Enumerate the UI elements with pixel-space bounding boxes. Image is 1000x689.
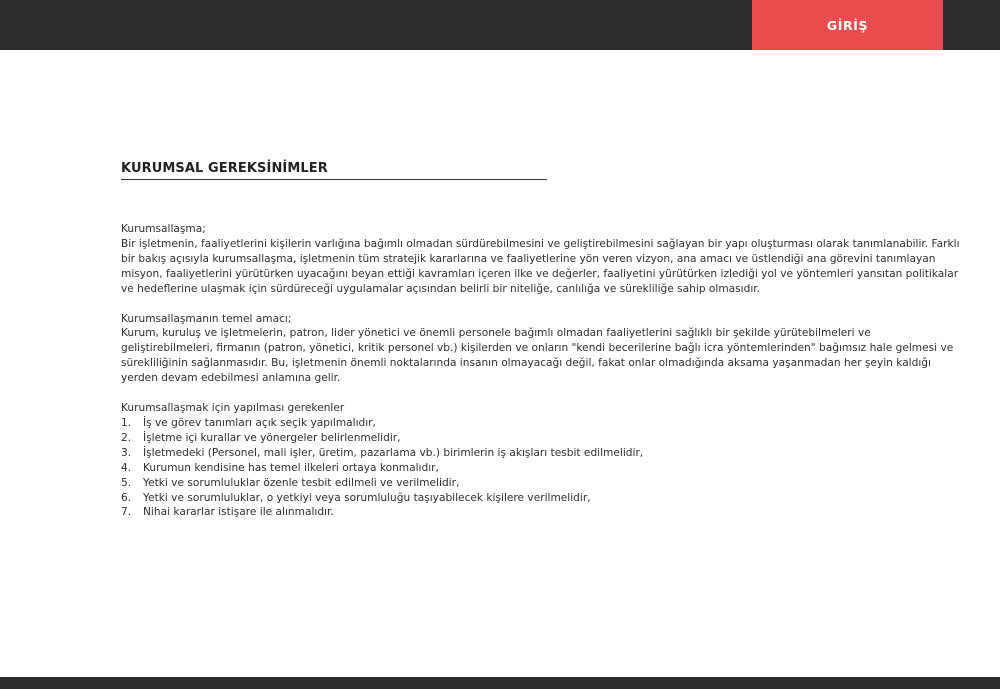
section-title: KURUMSAL GEREKSİNİMLER	[121, 160, 547, 180]
list-item-text: İş ve görev tanımları açık seçik yapılmalıdır,	[143, 416, 376, 429]
list-item-number: 1.	[121, 416, 132, 429]
section-tab-giris[interactable]: GİRİŞ	[752, 0, 943, 50]
list-item-number: 4.	[121, 461, 132, 474]
list-item-number: 6.	[121, 491, 132, 504]
list-heading: Kurumsallaşmak için yapılması gerekenler	[121, 402, 345, 415]
list-item	[121, 476, 966, 491]
list-item-text: Yetki ve sorumluluklar özenle tesbit edilmeli ve verilmelidir,	[143, 476, 460, 489]
paragraph-body: Kurum, kuruluş ve işletmelerin, patron, lider yönetici ve önemli personele bağımlı olmadan faaliyetlerini sağlıklı bir şekilde yürütebilmeleri ve geliştirebilmeleri, firmanın (patron, yönetici, kritik personel vb.) kişilerden ve onların "kendi becerilerine bağlı icra yöntemlerinden" bağımsız hale gelmesi ve sürekliliğinin sağlanmasıdır. Bu, işletmenin önemli noktalarında insanın olmayacağı değil, fakat onlar olmadığında aksama yaşanmadan her şeyin kaldığı yerden devam edebilmesi anlamına gelir.	[121, 327, 954, 385]
list-item-text: İşletmedeki (Personel, mali işler, üretim, pazarlama vb.) birimlerin iş akışları tesbit edilmelidir,	[143, 446, 644, 459]
list-item	[121, 431, 966, 446]
header-bar	[0, 0, 1000, 50]
list-item	[121, 416, 966, 431]
list-item-text: Kurumun kendisine has temel ilkeleri ortaya konmalıdır,	[143, 461, 439, 474]
list-item	[121, 505, 966, 520]
list-item	[121, 491, 966, 506]
list-item-number: 7.	[121, 506, 132, 519]
list-item-number: 2.	[121, 431, 132, 444]
list-item-number: 5.	[121, 476, 132, 489]
list-item-text: Nihai kararlar istişare ile alınmalıdır.	[143, 506, 334, 519]
list-item-text: İşletme içi kurallar ve yönergeler belirlenmelidir,	[143, 431, 401, 444]
document-body	[121, 222, 966, 520]
list-item	[121, 461, 966, 476]
footer-bar	[0, 677, 1000, 689]
list-item-text: Yetki ve sorumluluklar, o yetkiyi veya sorumluluğu taşıyabilecek kişilere verilmelidir,	[143, 491, 591, 504]
paragraph-body: Bir işletmenin, faaliyetlerini kişilerin varlığına bağımlı olmadan sürdürebilmesini ve geliştirebilmesini sağlayan bir yapı oluşturması olarak tanımlanabilir. Farklı bir bakış açısıyla kurumsallaşma, işletmenin tüm stratejik kararlarına ve faaliyetlerine yön veren vizyon, ana amacı ve üstlendiği ana görevini tanımlayan misyon, faaliyetlerini yürütürken uyacağını beyan ettiği kavramları içeren ilke ve değerler, faaliyetini yürütürken izlediği yol ve yöntemleri yansıtan politikalar ve hedeflerine ulaşmak için sürdüreceği uygulamalar açısından belirli bir niteliğe, canlılığa ve sürekliliğe sahip olmasıdır.	[121, 237, 960, 295]
requirements-list	[121, 416, 966, 520]
list-item	[121, 446, 966, 461]
paragraph-heading: Kurumsallaşma;	[121, 223, 206, 235]
paragraph-heading: Kurumsallaşmanın temel amacı;	[121, 312, 292, 325]
list-item-number: 3.	[121, 446, 132, 459]
